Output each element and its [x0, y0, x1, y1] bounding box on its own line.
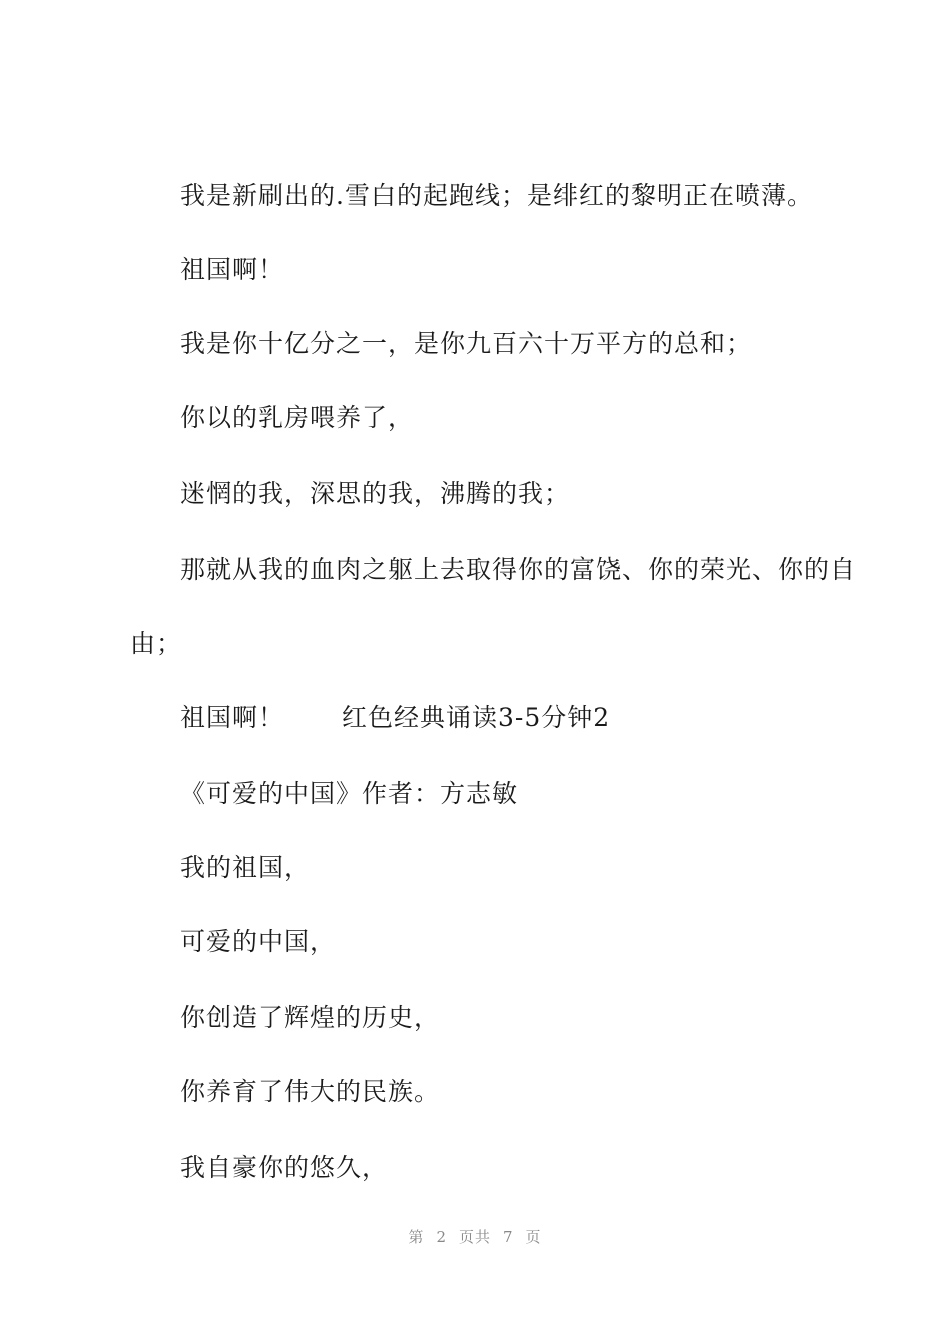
text-line: 我是你十亿分之一，是你九百六十万平方的总和； [180, 329, 753, 358]
footer-middle: 页共 [458, 1228, 491, 1246]
text-line-continuation: 由； [130, 629, 183, 658]
text-line: 你养育了伟大的民族。 [180, 1077, 441, 1106]
text-line: 可爱的中国， [180, 927, 337, 956]
text-line: 我是新刷出的.雪白的起跑线；是绯红的黎明正在喷薄。 [180, 181, 813, 210]
section-heading: 红色经典诵读3-5分钟2 [342, 703, 611, 732]
text-line: 祖国啊！ [180, 703, 285, 732]
text-line: 我的祖国， [180, 853, 311, 882]
footer-prefix: 第 [408, 1228, 425, 1246]
page-footer [0, 1226, 950, 1247]
text-line: 祖国啊！ [180, 255, 285, 284]
footer-total-pages: 7 [503, 1228, 514, 1246]
text-line: 我自豪你的悠久， [180, 1153, 389, 1182]
footer-current-page: 2 [436, 1228, 447, 1246]
text-line: 你创造了辉煌的历史， [180, 1003, 441, 1032]
text-line: 迷惘的我，深思的我，沸腾的我； [180, 479, 571, 508]
footer-suffix: 页 [525, 1228, 542, 1246]
text-line: 你以的乳房喂养了， [180, 403, 415, 432]
text-line-with-heading [180, 700, 610, 736]
poem-title-line: 《可爱的中国》作者：方志敏 [180, 779, 519, 808]
text-line: 那就从我的血肉之躯上去取得你的富饶、你的荣光、你的自 [180, 555, 857, 584]
